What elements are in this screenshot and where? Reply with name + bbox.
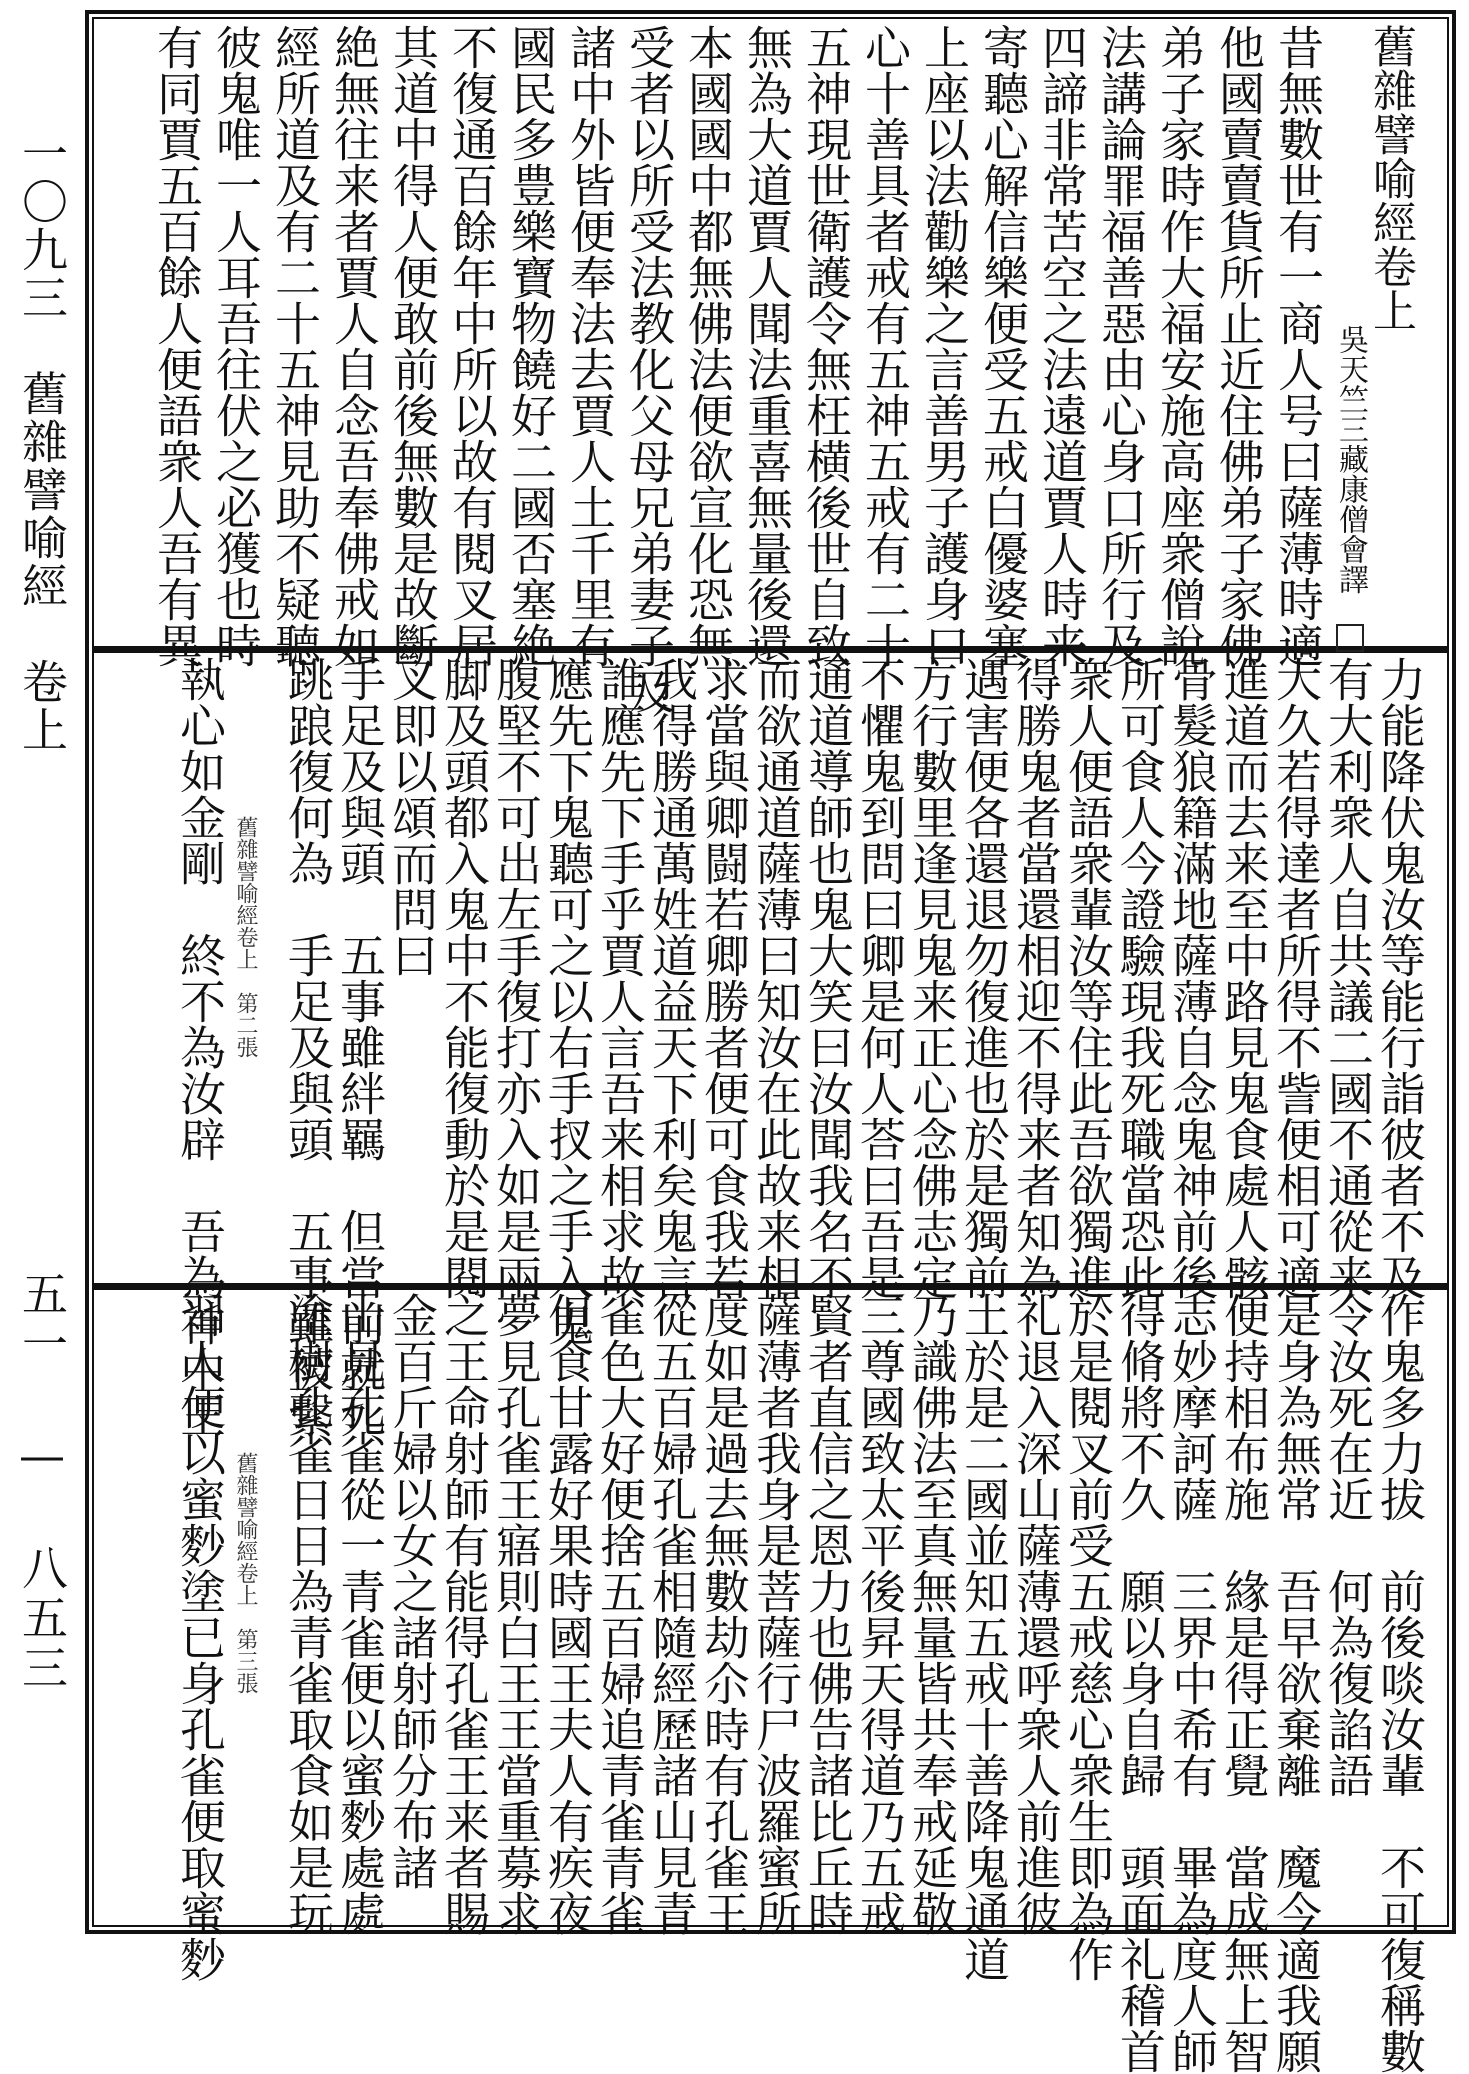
text-column: 不復通百餘年中所以故有閱叉居 bbox=[445, 24, 499, 668]
text-column: 彼鬼唯一人耳吾往伏之必獲也時 bbox=[209, 24, 263, 668]
text-column: 國民多豊樂寶物饒好二國否塞絶 bbox=[504, 24, 558, 668]
text-column: 礼退入深山薩薄還呼衆人前進彼 bbox=[1009, 1292, 1063, 1936]
block-footer-label: 舊雜譬喻經卷上 第二張 bbox=[233, 816, 258, 1058]
text-column: 應先下鬼聽可之以右手扠之手入鬼 bbox=[541, 656, 595, 1346]
verse-column: 手足及與頭 五事雖絆羈 但當前就死 bbox=[333, 656, 387, 1438]
text-column: 塗樹孔雀日日為青雀取食如是玩 bbox=[281, 1292, 335, 1936]
margin-book-title: 一〇九三 舊雜譬喻經 卷上 bbox=[15, 130, 69, 754]
block-footer-label: 舊雜譬喻經卷上 第三張 bbox=[233, 1452, 258, 1694]
text-column: 經所道及有二十五神見助不疑聽 bbox=[268, 24, 322, 668]
text-column: 受者以所受法教化父母兄弟妻子及 bbox=[622, 24, 676, 714]
text-column: 山見孔雀從一青雀便以蜜麨處處 bbox=[333, 1292, 387, 1936]
verse-column: 執心如金剛 終不為汝辟 吾為神中王 bbox=[173, 656, 227, 1438]
text-panel-2 bbox=[96, 656, 1445, 1438]
text-column: 而欲通道薩薄曰知汝在此故来相 bbox=[749, 656, 803, 1300]
text-column: 力能降伏鬼汝等能行詣彼者不及 bbox=[1373, 656, 1427, 1300]
text-column: 上座以法勸樂之言善男子護身口 bbox=[917, 24, 971, 668]
text-column: 大久若得達者所得不訾便相可適 bbox=[1269, 656, 1323, 1300]
text-column: 法講論罪福善惡由心身口所行及 bbox=[1094, 24, 1148, 668]
text-column: 所可食人今證驗現我死職當恐此 bbox=[1113, 656, 1167, 1300]
text-column: 五神現世衛護令無枉横後世自致 bbox=[799, 24, 853, 668]
text-column: 叉即以頌而問曰 bbox=[385, 656, 439, 978]
text-column: 於是閱叉前受五戒慈心衆生即為作 bbox=[1061, 1292, 1115, 1982]
text-column: 絶無往来者賈人自念吾奉佛戒如 bbox=[327, 24, 381, 668]
text-column: 求當與卿闘若卿勝者便可食我若 bbox=[697, 656, 751, 1300]
text-column: 本國國中都無佛法便欲宣化恐無 bbox=[681, 24, 735, 668]
text-column: 寄聽心解信樂便受五戒白優婆塞 bbox=[976, 24, 1030, 668]
text-column: 方行數里逢見鬼来正心念佛志定 bbox=[905, 656, 959, 1300]
text-column: 遇害便各還退勿復進也於是獨前 bbox=[957, 656, 1011, 1300]
text-column: 諸中外皆便奉法去賈人土千里有 bbox=[563, 24, 617, 668]
text-column: 昔無數世有一商人号曰薩薄時適 bbox=[1271, 24, 1325, 668]
text-column: 金百斤婦以女之諸射師分布諸 bbox=[385, 1292, 439, 1890]
text-column: 通道導師也鬼大笑曰汝聞我名不 bbox=[801, 656, 855, 1300]
text-column: 進道而去来至中路見鬼食處人骸 bbox=[1217, 656, 1271, 1300]
translator-credit bbox=[1325, 24, 1375, 652]
text-column: 三尊國致太平後昇天得道乃五戒 bbox=[853, 1292, 907, 1936]
text-column: 雀色大好便捨五百婦追青雀青雀 bbox=[593, 1292, 647, 1936]
text-column: 習人便以蜜麨塗已身孔雀便取蜜麨 bbox=[173, 1292, 227, 1982]
text-column: 得勝鬼者當還相迎不得来者知為 bbox=[1009, 656, 1063, 1300]
verse-column: 令汝死在近 何為復諂語 bbox=[1321, 1292, 1375, 1798]
text-column: 夢見孔雀王寤則白王王當重募求 bbox=[489, 1292, 543, 1936]
translator-text: 吳天竺三藏康僧會譯 bbox=[1333, 324, 1368, 594]
text-column: 弟子家時作大福安施高座衆僧說 bbox=[1153, 24, 1207, 668]
text-column: 其道中得人便敢前後無數是故斷 bbox=[386, 24, 440, 668]
text-column: 有大利衆人自共議二國不通從来 bbox=[1321, 656, 1375, 1300]
margin-page-reference: 五一 — 八五三 bbox=[15, 1270, 69, 1694]
verse-column: 志妙摩訶薩 三界中希有 畢為度人師 bbox=[1165, 1292, 1219, 2074]
text-column: 誰應先下手乎賈人言吾来相求故 bbox=[593, 656, 647, 1300]
text-column: 之王命射師有能得孔雀王来者賜 bbox=[437, 1292, 491, 1936]
verse-column: 跳踉復何為 手足及與頭 五事雖被繫 bbox=[281, 656, 335, 1438]
text-column: 脚及頭都入鬼中不能復動於是閱 bbox=[437, 656, 491, 1300]
text-column: 衆人便語衆輩汝等住此吾欲獨進 bbox=[1061, 656, 1115, 1300]
text-column: 有同賈五百餘人便語衆人吾有異 bbox=[150, 24, 204, 668]
verse-column: 得脩將不久 願以身自歸 頭面礼稽首 bbox=[1113, 1292, 1167, 2074]
text-column: 骨髮狼籍滿地薩薄自念鬼神前後 bbox=[1165, 656, 1219, 1300]
text-column: 心十善具者戒有五神五戒有二十 bbox=[858, 24, 912, 668]
verse-column: 是身為無常 吾早欲棄離 魔今適我願 bbox=[1269, 1292, 1323, 2074]
seal-icon bbox=[1336, 624, 1364, 652]
text-column: 賢者直信之恩力也佛告諸比丘時 bbox=[801, 1292, 855, 1936]
verse-column: 作鬼多力拔 前後啖汝輩 不可復稱數 bbox=[1373, 1292, 1427, 2074]
text-column: 但食甘露好果時國王夫人有疾夜 bbox=[541, 1292, 595, 1936]
text-column: 度如是過去無數劫尒時有孔雀王 bbox=[697, 1292, 751, 1936]
sutra-header-title: 舊雜譬喻經卷上 bbox=[1365, 24, 1416, 332]
text-column: 無為大道賈人聞法重喜無量後還 bbox=[740, 24, 794, 668]
text-column: 他國賣賣貨所止近住佛弟子家佛 bbox=[1212, 24, 1266, 668]
text-column: 不懼鬼到問曰卿是何人荅曰吾是 bbox=[853, 656, 907, 1300]
text-column: 腹堅不可出左手復打亦入如是兩 bbox=[489, 656, 543, 1300]
text-column: 乃識佛法至真無量皆共奉戒延敬 bbox=[905, 1292, 959, 1936]
text-column: 從五百婦孔雀相隨經歷諸山見青 bbox=[645, 1292, 699, 1936]
text-column: 土於是二國並知五戒十善降鬼通道 bbox=[957, 1292, 1011, 1982]
verse-column: 便持相布施 緣是得正覺 當成無上智 bbox=[1217, 1292, 1271, 2074]
text-panel-1 bbox=[96, 24, 1445, 714]
text-column: 薩薄者我身是菩薩行尸波羅蜜所 bbox=[749, 1292, 803, 1936]
text-column: 我得勝通萬姓道益天下利矣鬼言 bbox=[645, 656, 699, 1300]
text-panel-3 bbox=[96, 1292, 1445, 2074]
text-column: 四諦非常苦空之法遠道賈人時来 bbox=[1035, 24, 1089, 668]
